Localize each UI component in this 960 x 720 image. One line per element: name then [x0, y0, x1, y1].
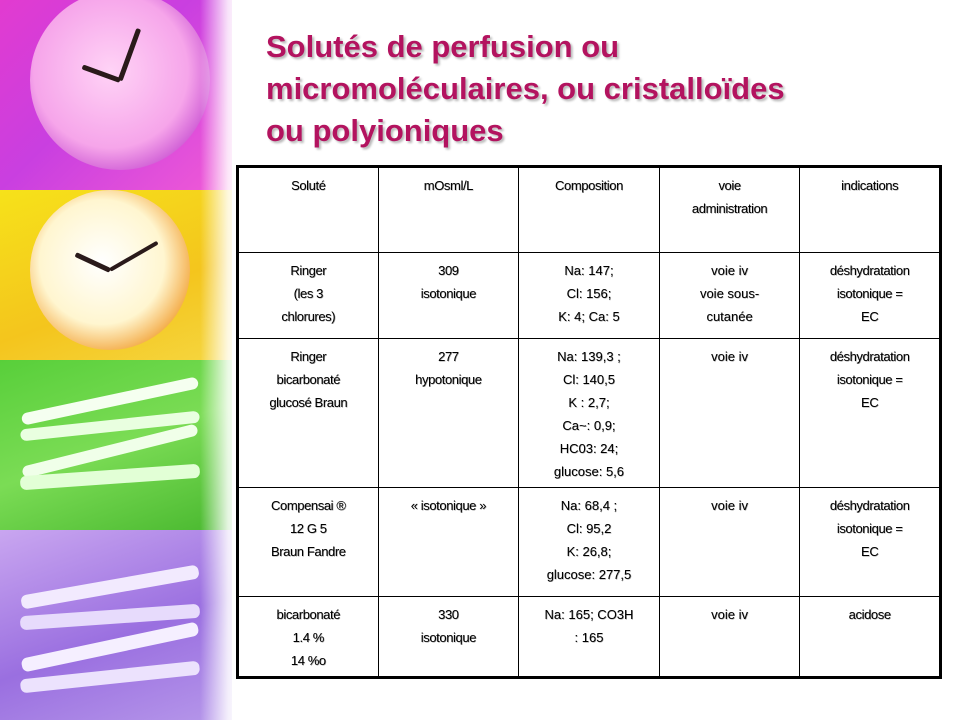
cell-line: administration	[691, 201, 768, 216]
cell-line: Cl: 95,2	[566, 521, 612, 536]
cell-line: Na: 139,3 ;	[557, 349, 621, 364]
title-line: ou polyioniques	[266, 113, 504, 148]
clock-icon	[30, 190, 190, 350]
cell-line: HC03: 24;	[559, 441, 619, 456]
indications-cell	[800, 488, 941, 597]
cell-line: mOsml/L	[423, 178, 473, 193]
cell-line: Na: 147;	[564, 263, 614, 278]
indications-cell	[800, 339, 941, 488]
mosm-cell	[378, 488, 519, 597]
solute-cell	[238, 253, 379, 339]
cell-line: K: 26,8;	[566, 544, 612, 559]
cell-line: voie iv	[711, 607, 748, 622]
cell-line: voie	[718, 178, 741, 193]
voie-cell	[659, 597, 800, 678]
cell-line: Compensai ®	[271, 498, 346, 513]
cell-line: 309	[438, 263, 459, 278]
cell-line: EC	[861, 544, 879, 559]
solute-cell	[238, 488, 379, 597]
solutes-table	[236, 165, 942, 679]
decorative-photo-strip	[0, 0, 232, 720]
composition-cell	[519, 339, 660, 488]
cell-line: K: 4; Ca: 5	[558, 309, 620, 324]
cell-line: chlorures)	[281, 309, 336, 324]
slide-title	[266, 26, 946, 152]
cell-line: isotonique =	[836, 372, 903, 387]
header-cell	[519, 167, 660, 253]
composition-cell	[519, 597, 660, 678]
cell-line: Na: 165; CO3H	[544, 607, 634, 622]
cell-line: 330	[438, 607, 459, 622]
title-line: micromoléculaires, ou cristalloïdes	[266, 71, 785, 106]
cell-line: (les 3	[293, 286, 323, 301]
cell-line: bicarbonaté	[276, 607, 341, 622]
cell-line: voie iv	[711, 498, 748, 513]
mosm-cell	[378, 339, 519, 488]
cell-line: Ringer	[290, 349, 327, 364]
cell-line: EC	[861, 309, 879, 324]
cell-line: Ca~: 0,9;	[562, 418, 616, 433]
strip-fade	[200, 0, 232, 720]
cell-line: 1.4 %	[292, 630, 324, 645]
table-row	[238, 597, 941, 678]
table-row	[238, 339, 941, 488]
cell-line: voie iv	[711, 263, 748, 278]
cell-line: voie sous-	[699, 286, 760, 301]
table-row	[238, 488, 941, 597]
mosm-cell	[378, 253, 519, 339]
cell-line: 12 G 5	[289, 521, 327, 536]
composition-cell	[519, 488, 660, 597]
table-row	[238, 253, 941, 339]
title-line: Solutés de perfusion ou	[266, 29, 620, 64]
voie-cell	[659, 253, 800, 339]
cell-line: hypotonique	[415, 372, 482, 387]
cell-line: déshydratation	[829, 498, 910, 513]
cell-line: 277	[438, 349, 459, 364]
solute-cell	[238, 597, 379, 678]
cell-line: glucosé Braun	[269, 395, 348, 410]
indications-cell	[800, 597, 941, 678]
cell-line: glucose: 5,6	[553, 464, 625, 479]
cell-line: bicarbonaté	[276, 372, 341, 387]
voie-cell	[659, 339, 800, 488]
cell-line: Ringer	[290, 263, 327, 278]
cell-line: isotonique	[420, 286, 477, 301]
cell-line: EC	[861, 395, 879, 410]
cell-line: glucose: 277,5	[546, 567, 632, 582]
header-cell	[659, 167, 800, 253]
cell-line: Composition	[555, 178, 623, 193]
header-cell	[378, 167, 519, 253]
cell-line: cutanée	[706, 309, 753, 324]
cell-line: Soluté	[291, 178, 326, 193]
cell-line: isotonique =	[836, 521, 903, 536]
mosm-cell	[378, 597, 519, 678]
cell-line: déshydratation	[829, 263, 910, 278]
header-cell	[238, 167, 379, 253]
header-cell	[800, 167, 941, 253]
cell-line: : 165	[574, 630, 604, 645]
cell-line: acidose	[848, 607, 891, 622]
table-header-row	[238, 167, 941, 253]
cell-line: indications	[841, 178, 899, 193]
cell-line: déshydratation	[829, 349, 910, 364]
solute-cell	[238, 339, 379, 488]
cell-line: isotonique =	[836, 286, 903, 301]
indications-cell	[800, 253, 941, 339]
cell-line: voie iv	[711, 349, 748, 364]
cell-line: Braun Fandre	[270, 544, 346, 559]
cell-line: isotonique	[420, 630, 477, 645]
cell-line: Na: 68,4 ;	[560, 498, 618, 513]
cell-line: Cl: 140,5	[562, 372, 615, 387]
cell-line: « isotonique »	[410, 498, 487, 513]
cell-line: Cl: 156;	[566, 286, 612, 301]
cell-line: K : 2,7;	[568, 395, 610, 410]
voie-cell	[659, 488, 800, 597]
composition-cell	[519, 253, 660, 339]
cell-line: 14 %o	[290, 653, 326, 668]
